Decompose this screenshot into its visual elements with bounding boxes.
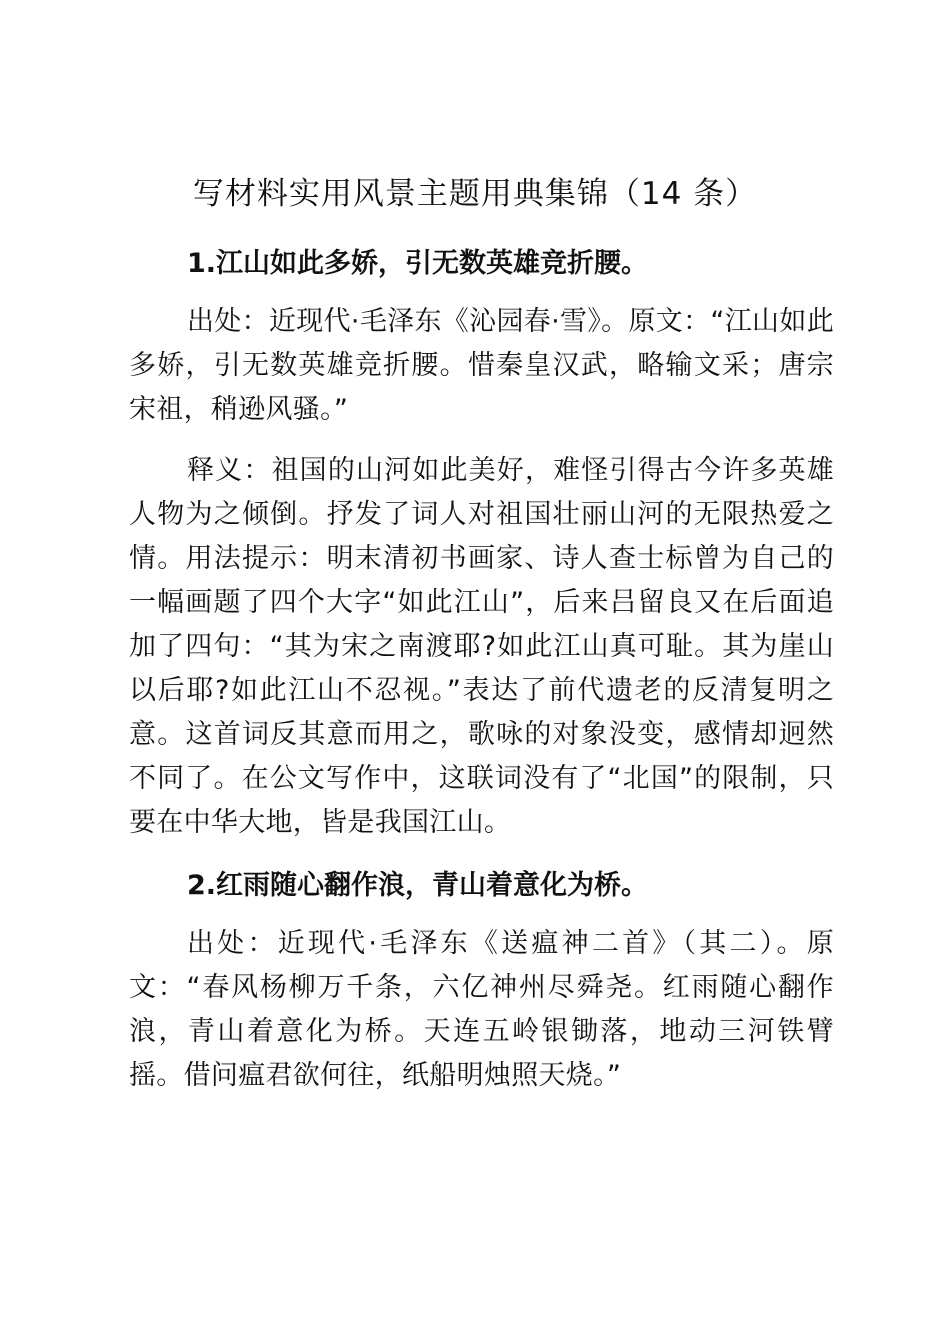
section-source-1: 出处：近现代·毛泽东《沁园春·雪》。原文：“江山如此多娇，引无数英雄竞折腰。惜秦皇汉武，略输文采；唐宗宋祖，稍逊风骚。” bbox=[129, 306, 834, 425]
document-title: 写材料实用风景主题用典集锦（14 条） bbox=[192, 176, 758, 212]
section-source-2: 出处：近现代·毛泽东《送瘟神二首》（其二）。原文：“春风杨柳万千条，六亿神州尽舜尧。红雨随心翻作浪，青山着意化为桥。天连五岭银锄落，地动三河铁臂摇。借问瘟君欲何往，纸船明烛照天烧。” bbox=[129, 928, 834, 1091]
section-heading-2: 2.红雨随心翻作浪，青山着意化为桥。 bbox=[187, 870, 649, 901]
section-explanation-1: 释义：祖国的山河如此美好，难怪引得古今许多英雄人物为之倾倒。抒发了词人对祖国壮丽山河的无限热爱之情。用法提示：明末清初书画家、诗人查士标曾为自己的一幅画题了四个大字“如此江山”，后来吕留良又在后面追加了四句：“其为宋之南渡耶?如此江山真可耻。其为崖山以后耶?如此江山不忍视。”表达了前代遗老的反清复明之意。这首词反其意而用之，歌咏的对象没变，感情却迥然不同了。在公文写作中，这联词没有了“北国”的限制，只要在中华大地，皆是我国江山。 bbox=[129, 455, 834, 838]
section-heading-1: 1.江山如此多娇，引无数英雄竞折腰。 bbox=[187, 248, 649, 279]
